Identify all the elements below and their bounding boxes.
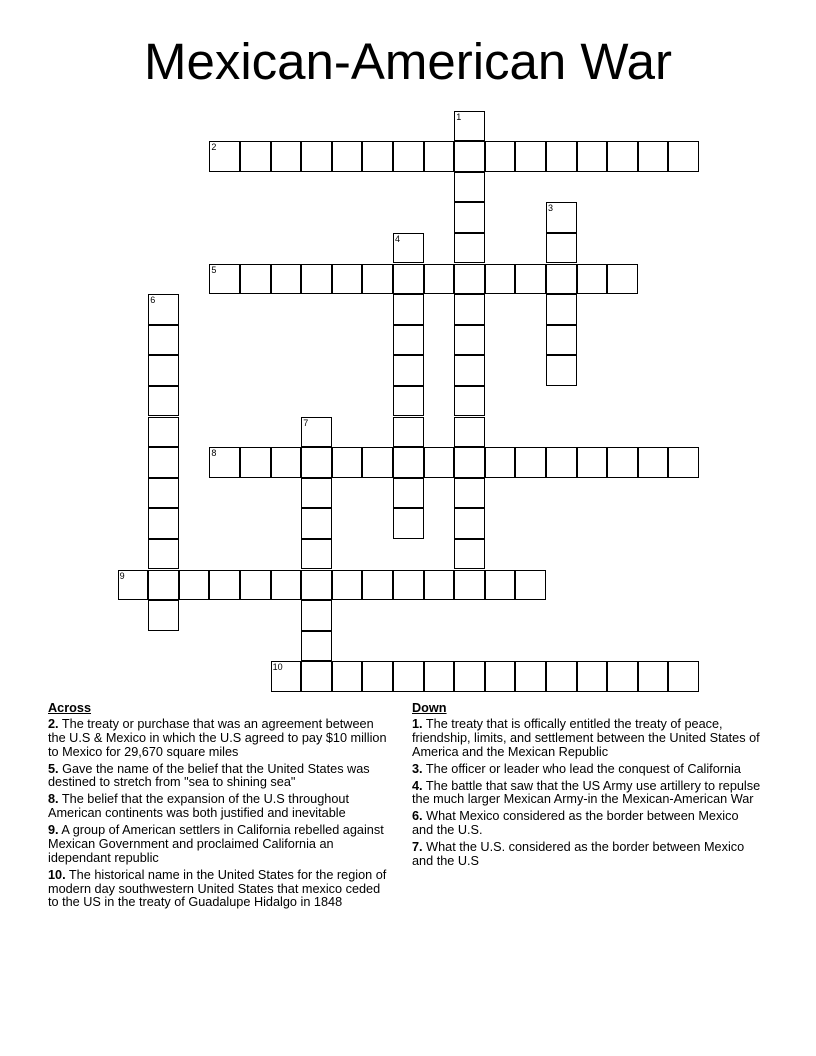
grid-cell[interactable] xyxy=(485,570,516,601)
clue-number: 8. xyxy=(48,792,59,807)
grid-cell[interactable] xyxy=(454,202,485,233)
grid-cell[interactable] xyxy=(271,661,302,692)
clue-text: The belief that the expansion of the U.S throughout American continents was both justified and inevitable xyxy=(48,792,349,821)
cell-number: 5 xyxy=(211,264,217,275)
grid-cell[interactable] xyxy=(546,325,577,356)
down-clue xyxy=(412,718,762,759)
grid-cell[interactable] xyxy=(301,447,332,478)
grid-cell[interactable] xyxy=(515,447,546,478)
grid-cell[interactable] xyxy=(148,355,179,386)
grid-cell[interactable] xyxy=(607,661,638,692)
grid-cell[interactable] xyxy=(271,447,302,478)
grid-cell[interactable] xyxy=(148,325,179,356)
grid-cell[interactable] xyxy=(301,264,332,295)
grid-cell[interactable] xyxy=(668,447,699,478)
clue-number: 3. xyxy=(412,761,423,776)
grid-cell[interactable] xyxy=(209,447,240,478)
grid-cell[interactable] xyxy=(577,264,608,295)
across-clue xyxy=(48,869,388,910)
grid-cell[interactable] xyxy=(454,172,485,203)
grid-cell[interactable] xyxy=(424,141,455,172)
grid-cell[interactable] xyxy=(393,141,424,172)
grid-cell[interactable] xyxy=(454,661,485,692)
clue-number: 10. xyxy=(48,867,66,882)
grid-cell[interactable] xyxy=(301,661,332,692)
grid-cell[interactable] xyxy=(148,294,179,325)
grid-cell[interactable] xyxy=(393,325,424,356)
grid-cell[interactable] xyxy=(577,141,608,172)
grid-cell[interactable] xyxy=(546,202,577,233)
grid-cell[interactable] xyxy=(271,570,302,601)
grid-cell[interactable] xyxy=(485,661,516,692)
clue-number: 5. xyxy=(48,761,59,776)
grid-cell[interactable] xyxy=(546,447,577,478)
clue-text: Gave the name of the belief that the United States was destined to stretch from "sea to shining sea" xyxy=(48,761,370,790)
grid-cell[interactable] xyxy=(515,570,546,601)
cell-number: 10 xyxy=(272,662,283,673)
across-heading: Across xyxy=(48,701,92,715)
clue-number: 2. xyxy=(48,717,59,731)
grid-cell[interactable] xyxy=(240,447,271,478)
grid-cell[interactable] xyxy=(362,264,393,295)
grid-cell[interactable] xyxy=(332,264,363,295)
cell-number: 3 xyxy=(548,203,554,214)
grid-cell[interactable] xyxy=(424,570,455,601)
grid-cell[interactable] xyxy=(393,478,424,509)
grid-cell[interactable] xyxy=(301,539,332,570)
cell-number: 4 xyxy=(395,233,401,244)
clue-number: 6. xyxy=(412,809,423,824)
grid-cell[interactable] xyxy=(454,539,485,570)
grid-cell[interactable] xyxy=(393,417,424,448)
cell-number: 7 xyxy=(303,417,309,428)
grid-cell[interactable] xyxy=(515,141,546,172)
grid-cell[interactable] xyxy=(393,570,424,601)
grid-cell[interactable] xyxy=(638,661,669,692)
clue-text: The treaty that is offically entitled the treaty of peace, friendship, limits, and settlement between the United States of America and the Mexican Republic xyxy=(412,717,760,759)
clue-text: The battle that saw that the US Army use artillery to repulse the much larger Mexican Army-in the Mexican-American War xyxy=(412,778,761,807)
grid-cell[interactable] xyxy=(577,661,608,692)
grid-cell[interactable] xyxy=(454,447,485,478)
grid-cell[interactable] xyxy=(546,355,577,386)
grid-cell[interactable] xyxy=(546,264,577,295)
grid-cell[interactable] xyxy=(362,661,393,692)
down-clue xyxy=(412,763,762,777)
grid-cell[interactable] xyxy=(148,539,179,570)
grid-cell[interactable] xyxy=(454,233,485,264)
grid-cell[interactable] xyxy=(454,386,485,417)
grid-cell[interactable] xyxy=(546,294,577,325)
down-clue xyxy=(412,810,762,838)
grid-cell[interactable] xyxy=(209,141,240,172)
grid-cell[interactable] xyxy=(148,447,179,478)
grid-cell[interactable] xyxy=(148,417,179,448)
cell-number: 9 xyxy=(119,570,125,581)
grid-cell[interactable] xyxy=(362,141,393,172)
across-clue xyxy=(48,763,388,791)
grid-cell[interactable] xyxy=(515,264,546,295)
grid-cell[interactable] xyxy=(393,447,424,478)
clue-text: A group of American settlers in California rebelled against Mexican Government and proclaimed California an idependant republic xyxy=(48,823,384,865)
down-clues xyxy=(412,701,762,872)
grid-cell[interactable] xyxy=(577,447,608,478)
grid-cell[interactable] xyxy=(638,447,669,478)
page-title: Mexican-American War xyxy=(143,33,673,90)
grid-cell[interactable] xyxy=(454,325,485,356)
grid-cell[interactable] xyxy=(607,447,638,478)
grid-cell[interactable] xyxy=(271,264,302,295)
grid-cell[interactable] xyxy=(485,141,516,172)
grid-cell[interactable] xyxy=(454,417,485,448)
cell-number: 1 xyxy=(456,111,462,122)
grid-cell[interactable] xyxy=(362,447,393,478)
across-clue xyxy=(48,793,388,821)
grid-cell[interactable] xyxy=(454,264,485,295)
grid-cell[interactable] xyxy=(332,661,363,692)
grid-cell[interactable] xyxy=(393,264,424,295)
clue-text: The officer or leader who lead the conquest of California xyxy=(422,761,741,776)
grid-cell[interactable] xyxy=(393,508,424,539)
clue-number: 4. xyxy=(412,778,423,793)
grid-cell[interactable] xyxy=(240,264,271,295)
grid-cell[interactable] xyxy=(271,141,302,172)
clue-number: 9. xyxy=(48,823,59,838)
clue-number: 1. xyxy=(412,717,423,731)
grid-cell[interactable] xyxy=(393,386,424,417)
grid-cell[interactable] xyxy=(546,661,577,692)
grid-cell[interactable] xyxy=(393,661,424,692)
clue-number: 7. xyxy=(412,840,423,855)
grid-cell[interactable] xyxy=(240,141,271,172)
grid-cell[interactable] xyxy=(638,141,669,172)
grid-cell[interactable] xyxy=(301,508,332,539)
grid-cell[interactable] xyxy=(668,661,699,692)
grid-cell[interactable] xyxy=(546,233,577,264)
grid-cell[interactable] xyxy=(424,264,455,295)
down-clue-list xyxy=(412,718,762,869)
grid-cell[interactable] xyxy=(148,478,179,509)
cell-number: 2 xyxy=(211,142,217,153)
clue-text: The treaty or purchase that was an agreement between the U.S & Mexico in which the U.S agreed to pay $10 million to Mexico for 29,670 square miles xyxy=(48,717,387,759)
grid-cell[interactable] xyxy=(454,478,485,509)
cell-number: 6 xyxy=(150,295,156,306)
grid-cell[interactable] xyxy=(424,661,455,692)
grid-cell[interactable] xyxy=(607,141,638,172)
grid-cell[interactable] xyxy=(485,264,516,295)
clue-text: What the U.S. considered as the border between Mexico and the U.S xyxy=(412,840,745,868)
grid-cell[interactable] xyxy=(148,570,179,601)
grid-cell[interactable] xyxy=(546,141,577,172)
grid-cell[interactable] xyxy=(240,570,271,601)
grid-cell[interactable] xyxy=(424,447,455,478)
grid-cell[interactable] xyxy=(148,600,179,631)
grid-cell[interactable] xyxy=(668,141,699,172)
grid-cell[interactable] xyxy=(179,570,210,601)
grid-cell[interactable] xyxy=(209,264,240,295)
grid-cell[interactable] xyxy=(301,417,332,448)
across-clue xyxy=(48,824,388,865)
grid-cell[interactable] xyxy=(209,570,240,601)
down-heading: Down xyxy=(412,701,447,715)
across-clues xyxy=(48,701,388,913)
grid-cell[interactable] xyxy=(607,264,638,295)
grid-cell[interactable] xyxy=(301,600,332,631)
grid-cell[interactable] xyxy=(301,570,332,601)
grid-cell[interactable] xyxy=(362,570,393,601)
grid-cell[interactable] xyxy=(332,570,363,601)
across-clue xyxy=(48,718,388,759)
across-clue-list xyxy=(48,718,388,910)
grid-cell[interactable] xyxy=(301,631,332,662)
grid-cell[interactable] xyxy=(515,661,546,692)
grid-cell[interactable] xyxy=(148,508,179,539)
grid-cell[interactable] xyxy=(148,386,179,417)
grid-cell[interactable] xyxy=(301,141,332,172)
grid-cell[interactable] xyxy=(454,141,485,172)
grid-cell[interactable] xyxy=(393,355,424,386)
grid-cell[interactable] xyxy=(118,570,149,601)
grid-cell[interactable] xyxy=(454,570,485,601)
grid-cell[interactable] xyxy=(301,478,332,509)
grid-cell[interactable] xyxy=(454,355,485,386)
down-clue xyxy=(412,780,762,808)
grid-cell[interactable] xyxy=(454,508,485,539)
clue-text: What Mexico considered as the border between Mexico and the U.S. xyxy=(412,809,739,838)
down-clue xyxy=(412,841,762,869)
cell-number: 8 xyxy=(211,448,217,459)
grid-cell[interactable] xyxy=(454,111,485,142)
clue-text: The historical name in the United States for the region of modern day southwestern United States that mexico ceded to the US in the treaty of Guadalupe Hidalgo in 1848 xyxy=(48,867,387,910)
grid-cell[interactable] xyxy=(332,447,363,478)
grid-cell[interactable] xyxy=(332,141,363,172)
grid-cell[interactable] xyxy=(393,233,424,264)
grid-cell[interactable] xyxy=(454,294,485,325)
grid-cell[interactable] xyxy=(485,447,516,478)
grid-cell[interactable] xyxy=(393,294,424,325)
